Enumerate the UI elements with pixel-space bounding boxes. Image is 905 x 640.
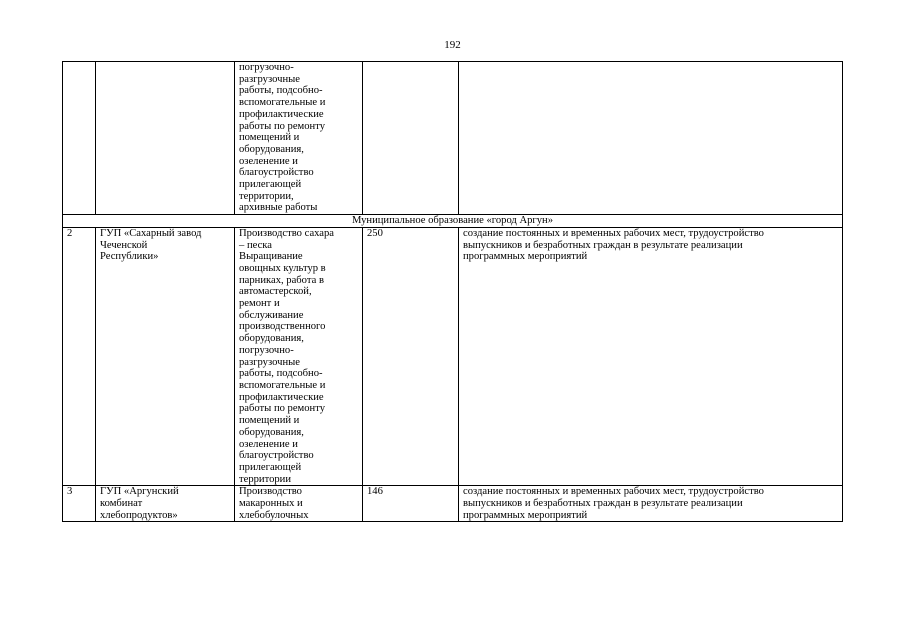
text-line: программных мероприятий bbox=[463, 509, 588, 521]
text-line: Выращивание bbox=[239, 251, 303, 263]
text-line: работы, подсобно- bbox=[239, 368, 323, 380]
text-line: благоустройство bbox=[239, 167, 314, 179]
text-line: Республики» bbox=[100, 251, 159, 263]
text-line: Производство сахара bbox=[239, 227, 335, 239]
text-line: профилактические bbox=[239, 391, 324, 403]
cell-organization bbox=[96, 486, 235, 522]
text-line: производственного bbox=[239, 321, 326, 333]
text-line: ГУП «Сахарный завод bbox=[100, 227, 202, 239]
text-line: вспомогательные и bbox=[239, 379, 326, 391]
text-line: работы по ремонту bbox=[239, 120, 326, 132]
cell-organization bbox=[96, 227, 235, 485]
table-row bbox=[63, 227, 843, 485]
text-line: озеленение и bbox=[239, 155, 298, 167]
text-line: выпускников и безработных граждан в результате реализации bbox=[463, 498, 743, 510]
text-line: Производство bbox=[239, 486, 302, 498]
text-line: прилегающей bbox=[239, 179, 302, 191]
table-row bbox=[63, 486, 843, 522]
text-line: обслуживание bbox=[239, 309, 304, 321]
cell-result bbox=[459, 62, 843, 215]
text-line: благоустройство bbox=[239, 450, 314, 462]
text-line: оборудования, bbox=[239, 143, 304, 155]
text-line: – песка bbox=[239, 239, 272, 251]
text-line: хлебопродуктов» bbox=[100, 509, 178, 521]
text-line: помещений и bbox=[239, 415, 300, 427]
text-line: оборудования, bbox=[239, 333, 304, 345]
text-line: территории bbox=[239, 473, 292, 485]
text-line: прилегающей bbox=[239, 461, 302, 473]
text-line: ГУП «Аргунский bbox=[100, 486, 179, 498]
text-line: оборудования, bbox=[239, 426, 304, 438]
text-line: создание постоянных и временных рабочих мест, трудоустройство bbox=[463, 227, 764, 239]
text-line: хлебобулочных bbox=[239, 509, 309, 521]
text-line: погрузочно- bbox=[239, 344, 294, 356]
cell-activities bbox=[235, 486, 363, 522]
cell-activities bbox=[235, 227, 363, 485]
text-line: разгрузочные bbox=[239, 73, 300, 85]
cell-organization bbox=[96, 62, 235, 215]
text-line: помещений и bbox=[239, 132, 300, 144]
cell-number: 3 bbox=[63, 486, 96, 522]
text-line: погрузочно- bbox=[239, 62, 294, 73]
text-line: работы, подсобно- bbox=[239, 85, 323, 97]
text-line: макаронных и bbox=[239, 498, 303, 510]
cell-number bbox=[63, 62, 96, 215]
table-row-continuation bbox=[63, 62, 843, 215]
text-line: программных мероприятий bbox=[463, 251, 588, 263]
cell-jobs: 146 bbox=[363, 486, 459, 522]
cell-jobs bbox=[363, 62, 459, 215]
text-line: архивные работы bbox=[239, 202, 318, 214]
text-line: выпускников и безработных граждан в результате реализации bbox=[463, 239, 743, 251]
section-header: Муниципальное образование «город Аргун» bbox=[63, 215, 843, 228]
section-header-row bbox=[63, 215, 843, 228]
text-line: работы по ремонту bbox=[239, 403, 326, 415]
text-line: ремонт и bbox=[239, 298, 280, 310]
text-line: комбинат bbox=[100, 498, 143, 510]
text-line: территории, bbox=[239, 190, 294, 202]
cell-result bbox=[459, 227, 843, 485]
text-line: создание постоянных и временных рабочих мест, трудоустройство bbox=[463, 486, 764, 498]
text-line: вспомогательные и bbox=[239, 97, 326, 109]
cell-activities bbox=[235, 62, 363, 215]
cell-jobs: 250 bbox=[363, 227, 459, 485]
cell-result bbox=[459, 486, 843, 522]
programs-table bbox=[62, 61, 843, 522]
text-line: озеленение и bbox=[239, 438, 298, 450]
text-line: разгрузочные bbox=[239, 356, 300, 368]
text-line: парниках, работа в bbox=[239, 274, 324, 286]
text-line: профилактические bbox=[239, 108, 324, 120]
text-line: автомастерской, bbox=[239, 286, 312, 298]
text-line: овощных культур в bbox=[239, 262, 326, 274]
page-number: 192 bbox=[444, 39, 461, 51]
text-line: Чеченской bbox=[100, 239, 148, 251]
cell-number: 2 bbox=[63, 227, 96, 485]
